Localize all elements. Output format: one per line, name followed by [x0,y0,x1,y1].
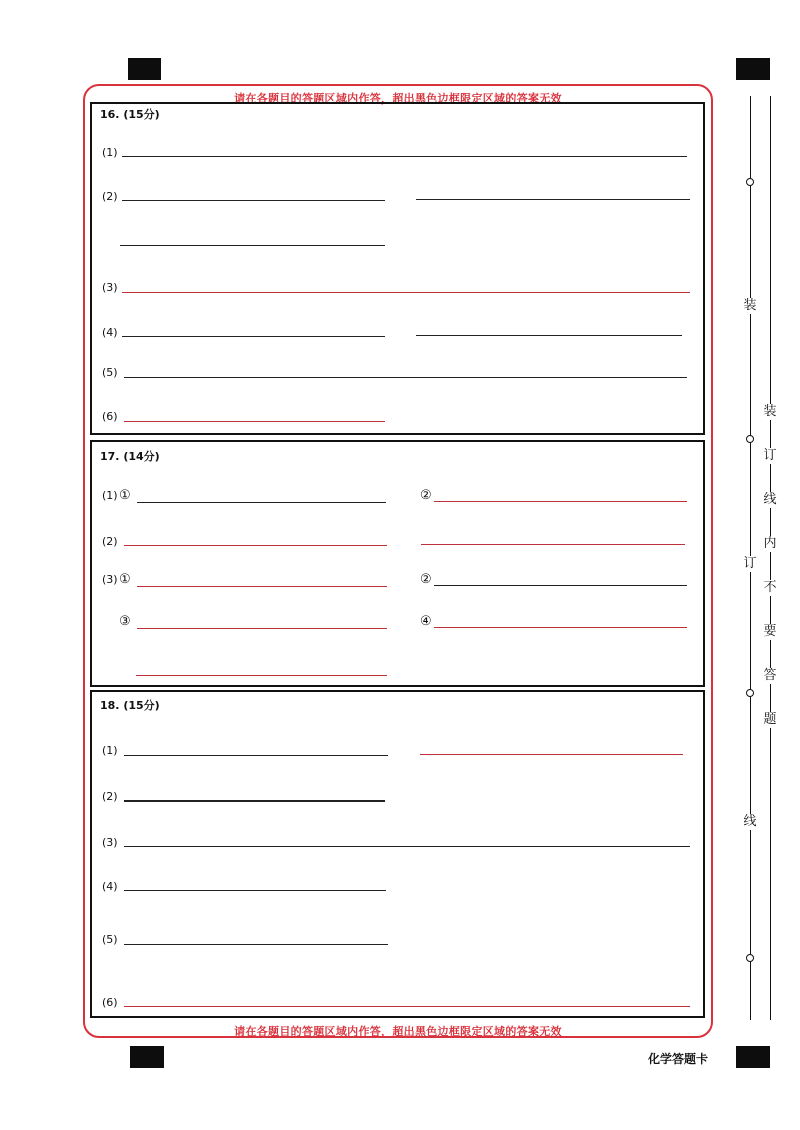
binding-line-right [770,96,771,1020]
question-16-title: 16. (15分) [100,108,160,121]
binding-hole-2 [746,435,754,443]
notice-char-2: 订 [763,448,777,463]
q18-answer-4[interactable] [124,890,386,891]
warning-top: 请在各题目的答题区域内作答，超出黑色边框限定区域的答案无效 [234,92,562,105]
q17-answer-1-2[interactable] [434,501,687,502]
q16-answer-5[interactable] [124,377,687,378]
binding-hole-3 [746,689,754,697]
registration-marker-top-right [736,58,770,80]
q16-answer-2a[interactable] [122,200,385,201]
q17-1-circled-1: ① [119,488,131,503]
q17-answer-2a[interactable] [124,545,387,546]
q16-answer-4b[interactable] [416,335,682,336]
registration-marker-top-left [128,58,161,80]
binding-char-zhuang: 装 [743,298,757,313]
q16-label-2: (2) [102,190,118,203]
q16-answer-2c[interactable] [120,245,385,246]
q17-1-circled-2: ② [420,488,432,503]
notice-char-3: 线 [763,492,777,507]
q17-answer-1-1[interactable] [137,502,386,503]
q17-answer-3-3[interactable] [137,628,387,629]
warning-bottom: 请在各题目的答题区域内作答，超出黑色边框限定区域的答案无效 [234,1025,562,1038]
q18-label-4: (4) [102,880,118,893]
q17-answer-3-2[interactable] [434,585,687,586]
notice-char-7: 答 [763,668,777,683]
q16-answer-1[interactable] [122,156,687,157]
q18-label-6: (6) [102,996,118,1009]
binding-char-xian: 线 [743,814,757,829]
q16-label-4: (4) [102,326,118,339]
q18-answer-6[interactable] [124,1006,690,1007]
q18-answer-3[interactable] [124,846,690,847]
q18-label-1: (1) [102,744,118,757]
q18-answer-1a[interactable] [124,755,388,756]
question-18-title: 18. (15分) [100,699,160,712]
q17-answer-2b[interactable] [421,544,685,545]
q17-answer-3-1[interactable] [137,586,387,587]
notice-char-6: 要 [763,624,777,639]
q16-label-1: (1) [102,146,118,159]
q18-answer-2[interactable] [124,800,385,802]
q17-3-circled-4: ④ [420,614,432,629]
notice-char-5: 不 [763,580,777,595]
q17-3-circled-2: ② [420,572,432,587]
q16-answer-6[interactable] [124,421,385,422]
question-18-box [90,690,705,1018]
q17-label-2: (2) [102,535,118,548]
binding-hole-4 [746,954,754,962]
q18-label-2: (2) [102,790,118,803]
q16-answer-4a[interactable] [122,336,385,337]
q16-answer-3[interactable] [122,292,690,293]
q16-label-5: (5) [102,366,118,379]
q17-label-1: (1) [102,489,118,502]
q18-answer-1b[interactable] [420,754,683,755]
registration-marker-bottom-right [736,1046,770,1068]
q18-label-5: (5) [102,933,118,946]
q17-3-circled-1: ① [119,572,131,587]
question-17-title: 17. (14分) [100,450,160,463]
binding-hole-1 [746,178,754,186]
question-17-box [90,440,705,687]
q18-label-3: (3) [102,836,118,849]
question-16-box [90,102,705,435]
notice-char-1: 装 [763,404,777,419]
q16-answer-2b[interactable] [416,199,690,200]
card-label: 化学答题卡 [648,1052,709,1066]
q17-3-circled-3: ③ [119,614,131,629]
registration-marker-bottom-left [130,1046,164,1068]
binding-char-ding: 订 [743,556,757,571]
q17-label-3: (3) [102,573,118,586]
q18-answer-5[interactable] [124,944,388,945]
q17-answer-3-4[interactable] [434,627,687,628]
q16-label-6: (6) [102,410,118,423]
notice-char-8: 题 [763,712,777,727]
notice-char-4: 内 [763,536,777,551]
q17-answer-3-5[interactable] [136,675,387,676]
q16-label-3: (3) [102,281,118,294]
